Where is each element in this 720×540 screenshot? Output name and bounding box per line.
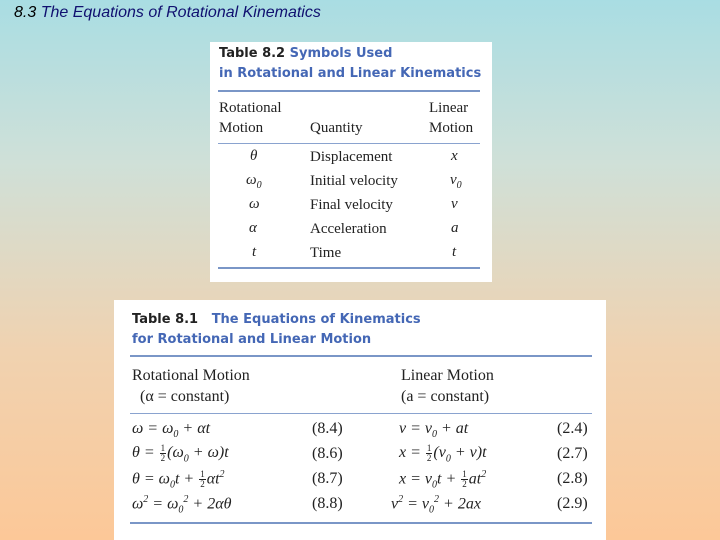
table-8-1-label: Table 8.1 (132, 312, 199, 327)
table-8-1-header-linear-cond: (a = constant) (401, 388, 490, 405)
eq-rot-2-number: (8.6) (312, 445, 343, 462)
table-8-1-caption (132, 310, 421, 350)
eq-lin-2: x = $\frac{1}{2}$ $(v_0 + v)t$ (399, 443, 487, 465)
symbol-rot-t: t (252, 244, 257, 260)
slide-number: 8.3 (14, 4, 37, 21)
table-8-1-header-rotational: Rotational Motion (132, 367, 250, 384)
eq-lin-4-number: (2.9) (557, 495, 588, 512)
table-8-2-header-rule (218, 143, 480, 144)
eq-rot-2: θ = $\frac{1}{2}$ $(\omega_0 + \omega)t$ (132, 443, 229, 465)
header-linear-line2: Motion (429, 120, 474, 136)
symbol-rot-omega0: $\omega_0$ (246, 172, 262, 191)
symbol-lin-t: t (452, 244, 457, 260)
eq-rot-4: $\omega^2 = \omega_0^2 + 2\alpha\theta$ (132, 494, 232, 516)
quantity-displacement: Displacement (310, 149, 393, 165)
eq-lin-2-number: (2.7) (557, 445, 588, 462)
eq-lin-3: $x = v_0t$ + $\frac{1}{2}$ $at^2$ (399, 469, 487, 491)
symbol-rot-omega: ω (249, 196, 260, 212)
symbol-lin-v: v (451, 196, 458, 212)
quantity-initial-velocity: Initial velocity (310, 173, 398, 189)
table-8-1-header-rule (130, 413, 592, 414)
table-8-1-title-line2: for Rotational and Linear Motion (132, 332, 372, 347)
eq-rot-3-number: (8.7) (312, 470, 343, 487)
eq-rot-3: $\theta = \omega_0t$ + $\frac{1}{2}$ $\alpha t^2$ (132, 469, 225, 491)
eq-rot-1: $\omega = \omega_0 + \alpha t$ (132, 420, 211, 441)
header-rotational-line2: Motion (219, 120, 264, 136)
quantity-time: Time (310, 245, 342, 261)
table-8-1-header-linear: Linear Motion (401, 367, 494, 384)
eq-rot-4-number: (8.8) (312, 495, 343, 512)
table-8-2-bottom-rule (218, 267, 480, 269)
eq-lin-3-number: (2.8) (557, 470, 588, 487)
table-8-2-top-rule (218, 90, 480, 92)
symbol-rot-theta: θ (250, 148, 258, 164)
eq-lin-4: $v^2 = v_0^2 + 2ax$ (391, 494, 481, 516)
table-8-2-header-quantity: Quantity (310, 120, 363, 136)
quantity-final-velocity: Final velocity (310, 197, 393, 213)
table-8-2-header-rotational (219, 98, 282, 138)
quantity-acceleration: Acceleration (310, 221, 387, 237)
eq-lin-1-number: (2.4) (557, 420, 588, 437)
table-8-2-label: Table 8.2 (219, 46, 286, 61)
frac: $\frac{1}{2}$ (462, 469, 467, 490)
header-rotational-line1: Rotational (219, 100, 282, 116)
header-linear-line1: Linear (429, 100, 469, 116)
frac: $\frac{1}{2}$ (426, 443, 432, 463)
table-8-2-title-line2: in Rotational and Linear Kinematics (219, 66, 482, 81)
eq-lin-1: $v = v_0$ + at (399, 420, 469, 441)
table-8-1-title-line1: The Equations of Kinematics (211, 312, 421, 327)
table-8-2-header-linear (429, 98, 473, 138)
table-8-1 (114, 300, 606, 540)
frac: $\frac{1}{2}$ (200, 469, 205, 490)
symbol-rot-alpha: α (249, 220, 257, 236)
eq-rot-1-number: (8.4) (312, 420, 343, 437)
table-8-2 (210, 42, 492, 282)
slide-title (14, 4, 321, 22)
table-8-2-caption (219, 44, 481, 84)
table-8-1-bottom-rule (130, 522, 592, 524)
symbol-lin-x: x (451, 148, 458, 164)
slide-title-text: The Equations of Rotational Kinematics (40, 4, 321, 21)
frac: $\frac{1}{2}$ (160, 443, 166, 463)
symbol-lin-v0: $v_0$ (450, 172, 462, 191)
table-8-2-title-line1: Symbols Used (289, 46, 393, 61)
symbol-lin-a: a (451, 220, 459, 236)
table-8-1-header-rotational-cond: (α = constant) (140, 388, 230, 405)
table-8-1-top-rule (130, 355, 592, 357)
